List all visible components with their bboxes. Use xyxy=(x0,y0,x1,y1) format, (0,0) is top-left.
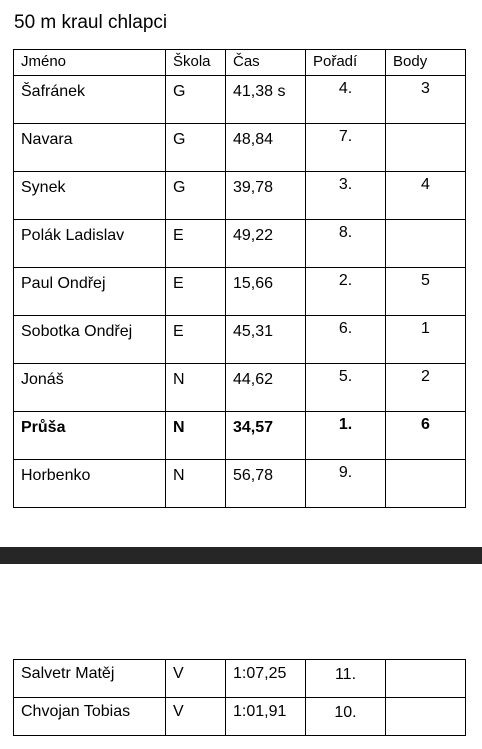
cell-name: Jonáš xyxy=(14,364,166,412)
cell-school: V xyxy=(166,698,226,736)
table-header-row xyxy=(14,50,466,76)
table-row xyxy=(14,220,466,268)
cell-rank: 10. xyxy=(306,698,386,736)
results-table xyxy=(13,49,466,508)
cell-time: 48,84 xyxy=(226,124,306,172)
cell-school: E xyxy=(166,268,226,316)
cell-name: Paul Ondřej xyxy=(14,268,166,316)
cell-points: 4 xyxy=(386,172,466,220)
cell-time: 49,22 xyxy=(226,220,306,268)
table-row xyxy=(14,698,466,736)
cell-school: N xyxy=(166,412,226,460)
cell-points: 5 xyxy=(386,268,466,316)
cell-name: Horbenko xyxy=(14,460,166,508)
cell-points: 2 xyxy=(386,364,466,412)
cell-name: Synek xyxy=(14,172,166,220)
cell-time: 1:07,25 xyxy=(226,660,306,698)
table-row xyxy=(14,316,466,364)
page-separator-bar xyxy=(0,547,482,564)
cell-name: Průša xyxy=(14,412,166,460)
cell-points xyxy=(386,698,466,736)
cell-points xyxy=(386,124,466,172)
cell-rank: 1. xyxy=(306,412,386,460)
cell-rank: 8. xyxy=(306,220,386,268)
table-row-winner xyxy=(14,412,466,460)
header-rank: Pořadí xyxy=(306,50,386,76)
cell-name: Salvetr Matěj xyxy=(14,660,166,698)
cell-name: Chvojan Tobias xyxy=(14,698,166,736)
cell-rank: 2. xyxy=(306,268,386,316)
cell-time: 39,78 xyxy=(226,172,306,220)
table-row xyxy=(14,268,466,316)
cell-points: 6 xyxy=(386,412,466,460)
table-row xyxy=(14,660,466,698)
cell-time: 56,78 xyxy=(226,460,306,508)
cell-rank: 4. xyxy=(306,76,386,124)
table-row xyxy=(14,124,466,172)
cell-name: Polák Ladislav xyxy=(14,220,166,268)
cell-school: G xyxy=(166,124,226,172)
cell-time: 41,38 s xyxy=(226,76,306,124)
cell-rank: 11. xyxy=(306,660,386,698)
page-title: 50 m kraul chlapci xyxy=(14,12,168,33)
header-time: Čas xyxy=(226,50,306,76)
cell-points xyxy=(386,660,466,698)
cell-school: G xyxy=(166,76,226,124)
cell-school: G xyxy=(166,172,226,220)
results-table-continued xyxy=(13,659,466,736)
cell-time: 44,62 xyxy=(226,364,306,412)
cell-school: N xyxy=(166,460,226,508)
cell-rank: 3. xyxy=(306,172,386,220)
cell-school: V xyxy=(166,660,226,698)
table-row xyxy=(14,76,466,124)
cell-time: 45,31 xyxy=(226,316,306,364)
cell-name: Šafránek xyxy=(14,76,166,124)
cell-time: 1:01,91 xyxy=(226,698,306,736)
cell-rank: 7. xyxy=(306,124,386,172)
header-name: Jméno xyxy=(14,50,166,76)
cell-points xyxy=(386,220,466,268)
cell-time: 34,57 xyxy=(226,412,306,460)
cell-name: Navara xyxy=(14,124,166,172)
table-row xyxy=(14,172,466,220)
cell-points xyxy=(386,460,466,508)
cell-rank: 9. xyxy=(306,460,386,508)
cell-points: 1 xyxy=(386,316,466,364)
table-row xyxy=(14,364,466,412)
cell-rank: 6. xyxy=(306,316,386,364)
cell-points: 3 xyxy=(386,76,466,124)
header-points: Body xyxy=(386,50,466,76)
table-row xyxy=(14,460,466,508)
cell-school: N xyxy=(166,364,226,412)
cell-school: E xyxy=(166,316,226,364)
cell-school: E xyxy=(166,220,226,268)
cell-rank: 5. xyxy=(306,364,386,412)
cell-name: Sobotka Ondřej xyxy=(14,316,166,364)
header-school: Škola xyxy=(166,50,226,76)
cell-time: 15,66 xyxy=(226,268,306,316)
